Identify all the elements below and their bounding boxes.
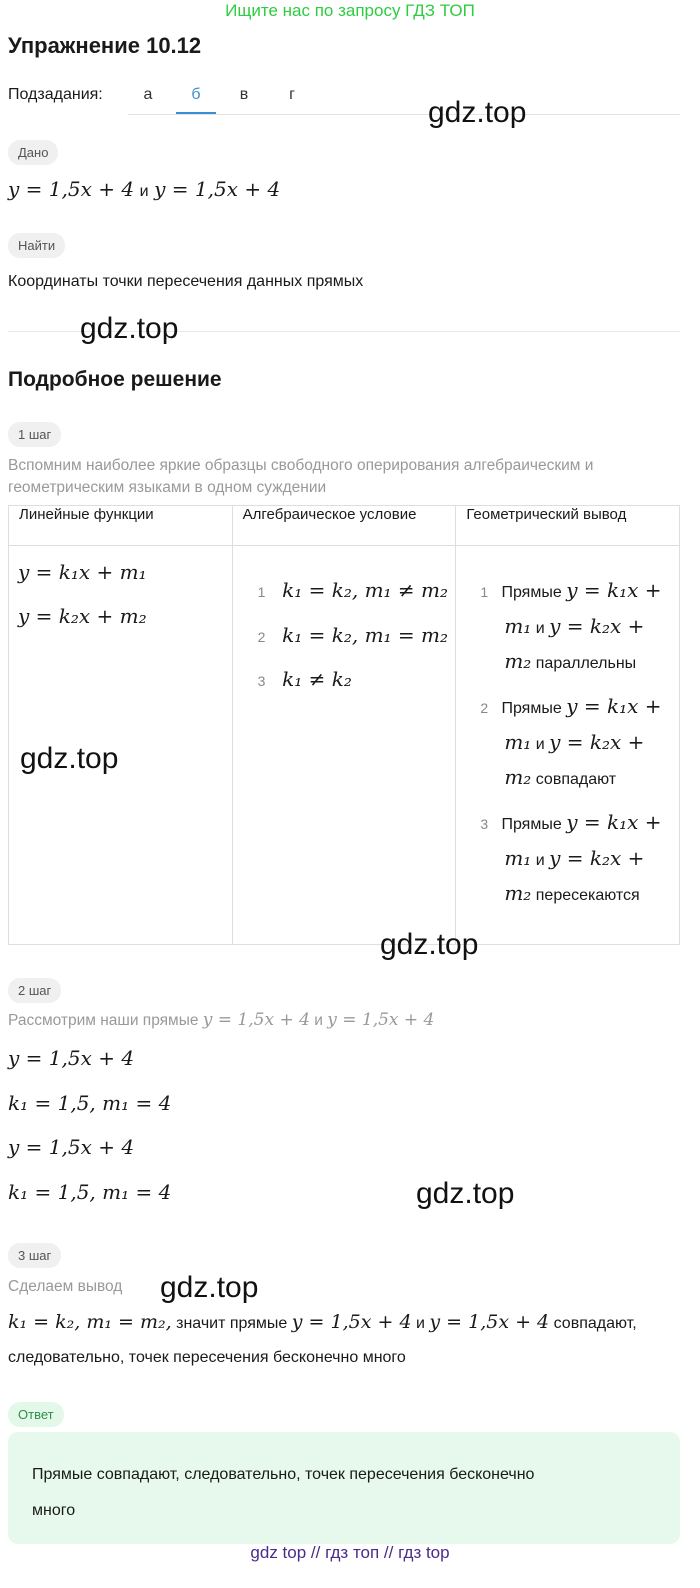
condition-3: 3 k₁ ≠ k₂ [257,667,352,691]
subtasks-label: Подзадания: [8,86,103,103]
given-eq1: y = 1,5x + 4 [8,177,135,201]
tab-g[interactable]: г [289,86,295,103]
subtask-tabs [128,84,680,115]
find-badge: Найти [8,233,65,258]
step3-badge: 3 шаг [8,1243,61,1268]
page-title: Упражнение 10.12 [8,33,202,58]
footer-links[interactable]: gdz top // гдз топ // гдз top [250,1543,450,1562]
given-badge: Дано [8,140,58,165]
conclusion-1-line3: m₂ параллельны [504,649,637,673]
find-text: Координаты точки пересечения данных прямых [8,273,364,290]
watermark: gdz.top [20,742,119,775]
conclusion-2: 2 Прямые y = k₁x + [480,694,662,718]
answer-box [8,1432,680,1544]
table-header: Геометрический вывод [456,506,680,546]
function-1: y = k₁x + m₁ [18,560,147,584]
table-header: Линейные функции [9,506,233,546]
step2-badge: 2 шаг [8,978,61,1003]
step1-badge: 1 шаг [8,422,61,447]
answer-badge: Ответ [8,1402,64,1427]
tab-v[interactable]: в [239,86,249,103]
conclusion-1-line2: m₁ и y = k₂x + [504,614,645,638]
step2-line-1: y = 1,5x + 4 [8,1046,135,1070]
watermark: gdz.top [380,928,479,961]
step2-line-2: k₁ = 1,5, m₁ = 4 [8,1091,172,1115]
answer-line-2: много [32,1502,76,1519]
table-cell-conclusions [456,546,680,945]
given-eq2: y = 1,5x + 4 [154,177,281,201]
step3-conclusion: k₁ = k₂, m₁ = m₂, значит прямые y = 1,5x + 4 и y = 1,5x + 4 совпадают, [8,1311,637,1333]
table-cell-conditions [232,546,456,945]
given-equations [8,177,280,202]
functions-table [8,505,680,945]
watermark: gdz.top [160,1271,259,1304]
watermark: gdz.top [428,96,527,129]
conclusion-2-line3: m₂ совпадают [504,765,617,789]
step2-intro: Рассмотрим наши прямые y = 1,5x + 4 и y = 1,5x + 4 [8,1010,435,1030]
conclusion-2-line2: m₁ и y = k₂x + [504,730,645,754]
given-conj: и [139,183,149,200]
answer-line-1: Прямые совпадают, следовательно, точек пересечения бесконечно [32,1466,535,1483]
condition-2: 2 k₁ = k₂, m₁ = m₂ [257,623,449,647]
step3-conclusion-line2: следовательно, точек пересечения бесконечно много [8,1349,406,1366]
conclusion-3-line3: m₂ пересекаются [504,881,640,905]
conclusion-3: 3 Прямые y = k₁x + [480,810,662,834]
step2-line-4: k₁ = 1,5, m₁ = 4 [8,1180,172,1204]
search-banner[interactable]: Ищите нас по запросу ГДЗ ТОП [225,1,475,20]
condition-1: 1 k₁ = k₂, m₁ ≠ m₂ [257,578,449,602]
function-2: y = k₂x + m₂ [18,604,147,628]
table-header: Алгебраическое условие [232,506,456,546]
watermark: gdz.top [416,1177,515,1210]
step2-line-3: y = 1,5x + 4 [8,1135,135,1159]
tab-b[interactable]: б [176,84,216,114]
tab-a[interactable]: а [143,86,153,103]
watermark: gdz.top [80,312,179,345]
step3-intro: Сделаем вывод [8,1278,123,1295]
solution-title: Подробное решение [8,368,222,391]
step1-text: Вспомним наиболее яркие образцы свободного оперирования алгебраическим и геометрическим языками в одном суждении [8,457,594,496]
conclusion-3-line2: m₁ и y = k₂x + [504,846,645,870]
conclusion-1: 1 Прямые y = k₁x + [480,578,662,602]
